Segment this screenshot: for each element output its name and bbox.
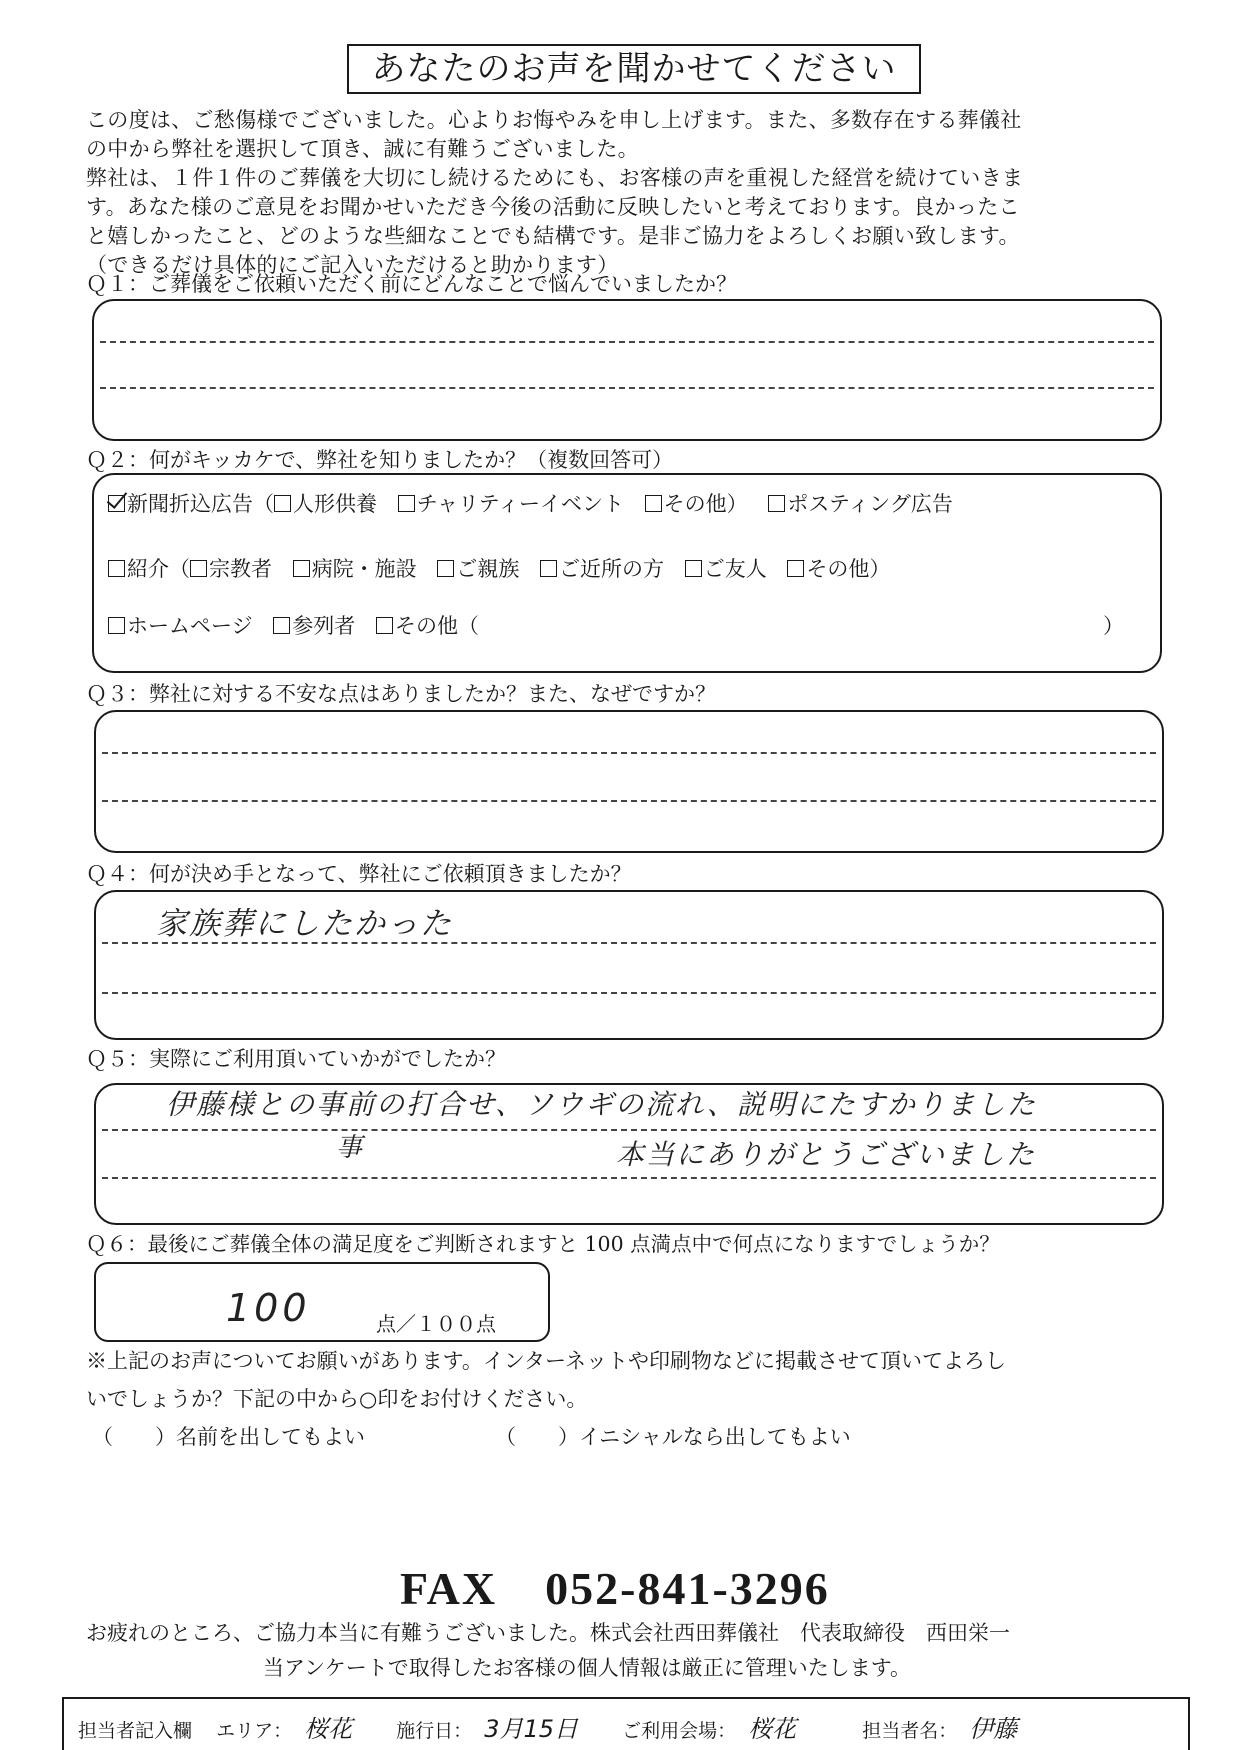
checkbox-icon[interactable] xyxy=(437,560,454,577)
footer-thanks: お疲れのところ、ご協力本当に有難うございました。株式会社西田葬儀社 代表取締役 西田栄一 xyxy=(86,1621,1010,1645)
consent-option-name[interactable]: （ ）名前を出してもよい xyxy=(92,1425,365,1449)
q2-option-homepage[interactable]: ホームページ xyxy=(108,614,253,638)
intro-line: と嬉しかったこと、どのような些細なことでも結構です。是非ご協力をよろしくお願い致します。 xyxy=(86,224,1020,248)
checkbox-icon[interactable] xyxy=(108,560,125,577)
q5-label: Ｑ５：実際にご利用頂いていかがでしたか？ xyxy=(86,1047,506,1071)
q4-label: Ｑ４：何が決め手となって、弊社にご依頼頂きましたか？ xyxy=(86,862,632,886)
person-label: 担当者名： xyxy=(862,1720,958,1742)
consent-option-initials[interactable]: （ ）イニシャルなら出してもよい xyxy=(495,1425,851,1449)
footer-privacy: 当アンケートで取得したお客様の個人情報は厳正に管理いたします。 xyxy=(263,1656,912,1680)
checkbox-icon[interactable] xyxy=(273,617,290,634)
q2-label: Ｑ２：何がキッカケで、弊社を知りましたか？（複数回答可） xyxy=(86,448,674,472)
staff-entry-box xyxy=(62,1697,1190,1750)
q5-handwritten-line-1b: 事 xyxy=(336,1133,365,1163)
staff-row xyxy=(78,1709,1055,1744)
area-label: エリア： xyxy=(216,1720,293,1742)
intro-line: す。あなた様のご意見をお聞かせいただき今後の活動に反映したいと考えております。良かったこ xyxy=(86,195,1020,219)
q2-option-hospital[interactable]: 病院・施設 xyxy=(293,557,417,581)
q2-option-other1[interactable]: その他） xyxy=(645,492,748,516)
checkbox-icon[interactable] xyxy=(685,560,702,577)
staff-section-label: 担当者記入欄 xyxy=(78,1720,193,1742)
q4-handwritten-answer: 家族葬にしたかった xyxy=(156,906,453,942)
q2-option-referral[interactable]: 紹介（ 宗教者 xyxy=(108,557,272,581)
q2-option-posting[interactable]: ポスティング広告 xyxy=(768,492,952,516)
q2-option-friends[interactable]: ご友人 xyxy=(685,557,767,581)
q5-handwritten-line-1: 伊藤様との事前の打合せ、ソウギの流れ、説明にたすかりました xyxy=(166,1088,1037,1121)
q2-option-attendee[interactable]: 参列者 xyxy=(273,614,355,638)
q2-other3-close: ） xyxy=(1103,614,1124,638)
intro-line: 弊社は、１件１件のご葬儀を大切にし続けるためにも、お客様の声を重視した経営を続けていきま xyxy=(86,166,1024,190)
checkbox-icon[interactable] xyxy=(540,560,557,577)
q3-label: Ｑ３：弊社に対する不安な点はありましたか？また、なぜですか？ xyxy=(86,682,716,706)
venue-value: 桜花 xyxy=(748,1715,797,1743)
checkbox-icon[interactable] xyxy=(190,560,207,577)
q6-score-box[interactable] xyxy=(94,1262,550,1342)
date-value: 3月15日 xyxy=(484,1715,579,1743)
checkbox-icon[interactable] xyxy=(376,617,393,634)
consent-line-1: ※上記のお声についてお願いがあります。インターネットや印刷物などに掲載させて頂いてよろし xyxy=(86,1349,1007,1373)
checkbox-checked-icon[interactable] xyxy=(108,495,125,512)
checkbox-icon[interactable] xyxy=(398,495,415,512)
checkbox-icon[interactable] xyxy=(108,617,125,634)
q2-options-box xyxy=(92,473,1162,673)
q6-score-suffix: 点／１００点 xyxy=(376,1312,496,1336)
intro-line: この度は、ご愁傷様でございました。心よりお悔やみを申し上げます。また、多数存在する葬儀社 xyxy=(86,108,1022,132)
checkbox-icon[interactable] xyxy=(274,495,291,512)
q4-answer-box[interactable] xyxy=(94,890,1164,1040)
person-value: 伊藤 xyxy=(969,1715,1018,1743)
checkbox-icon[interactable] xyxy=(787,560,804,577)
q6-handwritten-score: 100 xyxy=(226,1286,311,1330)
q2-row-2 xyxy=(108,554,904,584)
q2-row-1 xyxy=(108,489,967,519)
consent-line-2: いでしょうか？下記の中から○印をお付けください。 xyxy=(86,1387,588,1411)
date-label: 施行日： xyxy=(396,1720,473,1742)
q5-answer-box[interactable] xyxy=(94,1083,1164,1225)
q2-option-relatives[interactable]: ご親族 xyxy=(437,557,519,581)
q1-label: Ｑ１：ご葬儀をご依頼いただく前にどんなことで悩んでいましたか？ xyxy=(86,272,737,296)
q3-answer-box[interactable] xyxy=(94,710,1164,853)
q2-option-newspaper[interactable]: 新聞折込広告（ 人形供養 xyxy=(108,492,377,516)
intro-line: （できるだけ具体的にご記入いただけると助かります） xyxy=(86,253,619,277)
intro-line: の中から弊社を選択して頂き、誠に有難うございました。 xyxy=(86,137,639,161)
q6-label: Ｑ６：最後にご葬儀全体の満足度をご判断されますと 100 点満点中で何点になりますでしょうか？ xyxy=(86,1232,1000,1256)
page-title: あなたのお声を聞かせてください xyxy=(347,44,921,94)
checkbox-icon[interactable] xyxy=(768,495,785,512)
area-value: 桜花 xyxy=(304,1715,353,1743)
q2-row-3 xyxy=(108,611,1138,641)
intro-text xyxy=(86,106,1186,280)
q2-option-other2[interactable]: その他） xyxy=(787,557,890,581)
q2-option-charity[interactable]: チャリティーイベント xyxy=(398,492,624,516)
checkbox-icon[interactable] xyxy=(645,495,662,512)
fax-number: FAX 052-841-3296 xyxy=(400,1563,830,1614)
q5-handwritten-line-2: 本当にありがとうございました xyxy=(616,1138,1037,1171)
q2-option-other3[interactable]: その他（ xyxy=(376,614,479,638)
q1-answer-box[interactable] xyxy=(92,299,1162,441)
checkbox-icon[interactable] xyxy=(293,560,310,577)
venue-label: ご利用会場： xyxy=(622,1720,737,1742)
q2-option-neighbors[interactable]: ご近所の方 xyxy=(540,557,664,581)
